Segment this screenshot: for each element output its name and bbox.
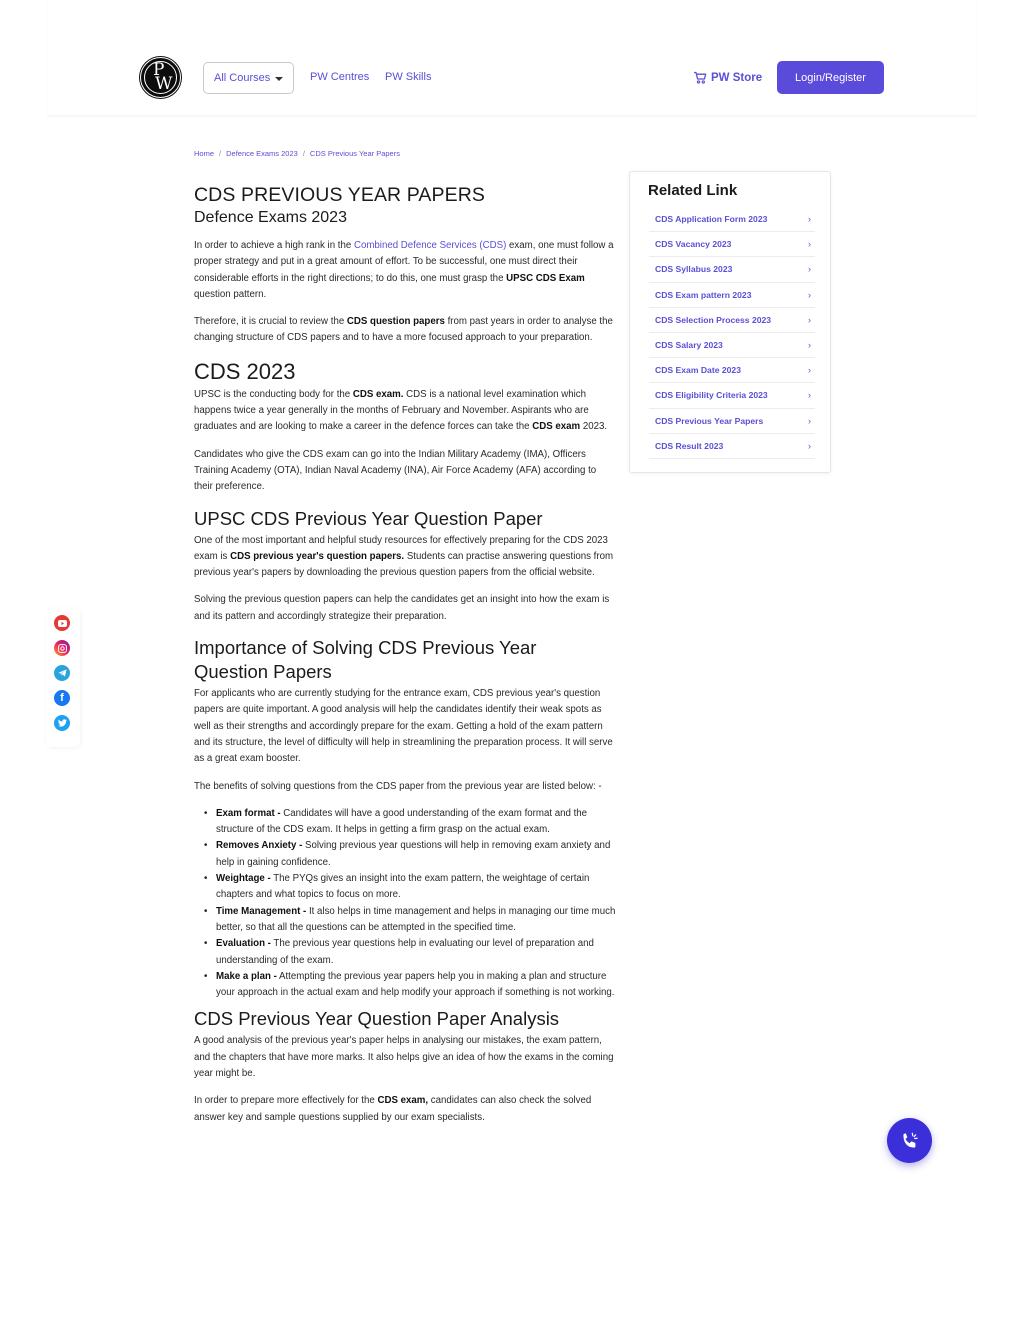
chevron-right-icon: › (808, 440, 811, 451)
benefit-term: Exam format - (216, 807, 281, 819)
related-link-label: CDS Syllabus 2023 (655, 264, 733, 275)
importance-paragraph-2: The benefits of solving questions from the CDS paper from the previous year are listed below: - (194, 780, 602, 792)
page-title: CDS PREVIOUS YEAR PAPERS (194, 184, 486, 206)
chevron-right-icon: › (808, 314, 811, 325)
instagram-icon[interactable] (54, 640, 70, 656)
breadcrumb-current: CDS Previous Year Papers (309, 149, 400, 158)
related-links-title: Related Link (648, 182, 738, 199)
nav-pw-centres[interactable]: PW Centres (310, 71, 370, 83)
breadcrumb-defence-exams[interactable]: Defence Exams 2023 (226, 149, 298, 158)
related-link-label: CDS Previous Year Papers (655, 415, 764, 426)
related-link-item[interactable] (649, 283, 815, 308)
section-heading-importance: Importance of Solving CDS Previous Year Question Papers (194, 637, 537, 683)
logo-letter-p: P (153, 60, 165, 80)
benefit-term: Time Management - (216, 905, 307, 917)
related-link-label: CDS Selection Process 2023 (655, 314, 772, 325)
chevron-right-icon: › (808, 214, 811, 225)
bold-text: CDS question papers (346, 316, 445, 328)
chevron-right-icon: › (808, 289, 811, 300)
text: In order to prepare more effectively for the (194, 1095, 378, 1107)
chevron-right-icon: › (808, 390, 811, 401)
text: candidates can also check the solved answer key and sample questions supplied by our exam specialists. (194, 1095, 592, 1123)
related-link-item[interactable] (649, 383, 815, 408)
related-link-item[interactable] (649, 358, 815, 383)
bold-text: CDS exam, (377, 1095, 429, 1107)
pw-store-label: PW Store (711, 71, 763, 84)
caret-down-icon (275, 77, 283, 81)
section-heading-upsc: UPSC CDS Previous Year Question Paper (194, 507, 543, 529)
benefits-list (204, 806, 616, 1002)
telegram-icon[interactable] (54, 665, 70, 681)
text: Therefore, it is crucial to review the (194, 316, 347, 328)
article-content (194, 183, 616, 1137)
social-links-bar (46, 607, 80, 747)
phone-icon (899, 1130, 921, 1152)
facebook-icon[interactable]: f (54, 690, 70, 706)
text: from past years in order to analyse the changing structure of CDS papers and to have a more focused approach to your preparation. (194, 316, 613, 344)
related-link-label: CDS Exam pattern 2023 (655, 289, 752, 300)
related-link-label: CDS Exam Date 2023 (655, 365, 741, 376)
related-link-label: CDS Salary 2023 (655, 340, 723, 351)
related-link-item[interactable] (649, 207, 815, 232)
related-links-card (629, 171, 831, 473)
benefit-text: It also helps in time management and helps in managing our time much better, so that all the questions can be attempted in the specified time. (216, 905, 616, 933)
analysis-paragraph-1: A good analysis of the previous year's paper helps in analysing our mistakes, the exam pattern, and the chapters that have more marks. It also helps give an idea of how the exams in the coming year might be. (194, 1035, 614, 1079)
benefit-text: Solving previous year questions will help in removing exam anxiety and help in gaining confidence. (216, 840, 611, 868)
related-link-item[interactable] (649, 257, 815, 282)
related-link-item[interactable] (649, 434, 815, 459)
twitter-icon[interactable] (54, 715, 70, 731)
bold-text: UPSC CDS Exam (506, 272, 585, 284)
text: CDS is a national level examination which happens twice a year generally in the months of February and November. Aspirants who are graduates and are looking to make a career in the defence forces can take the (194, 388, 589, 433)
related-link-item[interactable] (649, 333, 815, 358)
benefit-text: Candidates will have a good understanding of the exam format and the structure of the CDS exam. It helps in getting a firm grasp on the actual exam. (216, 807, 588, 836)
benefit-term: Evaluation - (216, 938, 271, 950)
text: 2023. (580, 421, 608, 433)
youtube-icon[interactable] (54, 615, 70, 631)
text: exam, one must follow a proper strategy and put in a great amount of effort. To be successful, one must direct their considerable efforts in the right directions; to do this, one must grasp the (194, 240, 614, 284)
call-button[interactable] (887, 1118, 932, 1163)
related-link-label: CDS Result 2023 (655, 440, 724, 451)
benefit-text: The previous year questions help in evaluating our level of preparation and understanding of the exam. (216, 938, 594, 966)
intro-paragraph-2 (194, 314, 616, 347)
list-item (204, 806, 616, 839)
breadcrumb-separator: / (219, 149, 222, 158)
upsc-paragraph-2: Solving the previous question papers can help the candidates get an insight into how the exam is and its pattern and accordingly strategize their preparation. (194, 594, 610, 622)
benefit-text: Attempting the previous year papers help you in making a plan and structure your approach in the actual exam and help modify your approach if something is not working. (216, 970, 615, 999)
all-courses-label: All Courses (214, 72, 271, 84)
related-link-item[interactable] (649, 308, 815, 333)
pw-store-link[interactable] (693, 71, 762, 84)
related-link-label: CDS Application Form 2023 (655, 214, 768, 225)
bold-text: CDS exam (532, 421, 581, 433)
analysis-paragraph-2 (194, 1093, 616, 1126)
breadcrumb-separator: / (302, 149, 305, 158)
cart-icon (693, 71, 707, 84)
list-item (204, 969, 616, 1002)
intro-paragraph-1 (194, 238, 616, 303)
related-link-item[interactable] (649, 232, 815, 257)
list-item (204, 838, 616, 871)
chevron-right-icon: › (808, 264, 811, 275)
bold-text: CDS previous year's question papers. (230, 550, 405, 562)
related-links-list (649, 207, 815, 459)
text: UPSC is the conducting body for the (194, 388, 353, 400)
breadcrumb (194, 149, 400, 158)
list-item (204, 871, 616, 904)
related-link-label: CDS Eligibility Criteria 2023 (655, 390, 768, 401)
cds-link[interactable]: Combined Defence Services (CDS) (353, 240, 507, 251)
benefit-term: Removes Anxiety - (216, 840, 303, 852)
list-item (204, 904, 616, 937)
site-header (48, 0, 976, 116)
text: In order to achieve a high rank in the (194, 240, 354, 251)
page-subtitle: Defence Exams 2023 (194, 209, 347, 226)
pw-logo[interactable] (140, 57, 181, 98)
text: question pattern. (194, 288, 267, 300)
related-link-label: CDS Vacancy 2023 (655, 239, 732, 250)
benefit-term: Weightage - (216, 873, 271, 885)
text: One of the most important and helpful study resources for effectively preparing for the CDS 2023 exam is (194, 534, 608, 562)
section-heading-cds-2023: CDS 2023 (194, 358, 296, 384)
chevron-right-icon: › (808, 415, 811, 426)
all-courses-dropdown[interactable] (203, 62, 294, 94)
bold-text: CDS exam. (352, 388, 404, 400)
logo-letter-w: W (155, 74, 173, 94)
importance-paragraph-1: For applicants who are currently studying for the entrance exam, CDS previous year's question papers are quite important. A good analysis will help the candidates identify their weak spots as well as their strengths and accordingly prepare for the exam. Getting a hold of the exam pattern and its structure, the level of difficulty will help in streamlining the preparation process. It will serve as a great exam booster. (194, 688, 613, 765)
nav-pw-skills[interactable]: PW Skills (385, 71, 432, 83)
benefit-term: Make a plan - (216, 970, 277, 982)
text: Students can practise answering questions from previous year's papers by downloading the previous question papers from the official website. (194, 550, 614, 579)
benefit-text: The PYQs gives an insight into the exam pattern, the weightage of certain chapters and what topics to focus on more. (216, 873, 590, 901)
chevron-right-icon: › (808, 340, 811, 351)
breadcrumb-home[interactable]: Home (194, 149, 215, 158)
cds-2023-paragraph-2: Candidates who give the CDS exam can go into the Indian Military Academy (IMA), Officers Training Academy (OTA), Indian Naval Academy (INA), Air Force Academy (AFA) according to their preference. (194, 448, 597, 493)
upsc-paragraph-1 (194, 533, 616, 582)
chevron-right-icon: › (808, 239, 811, 250)
cds-2023-paragraph-1 (194, 387, 616, 436)
related-link-item[interactable] (649, 409, 815, 434)
chevron-right-icon: › (808, 365, 811, 376)
section-heading-analysis: CDS Previous Year Question Paper Analysis (194, 1008, 560, 1030)
login-register-button[interactable]: Login/Register (777, 61, 884, 94)
list-item (204, 936, 616, 969)
